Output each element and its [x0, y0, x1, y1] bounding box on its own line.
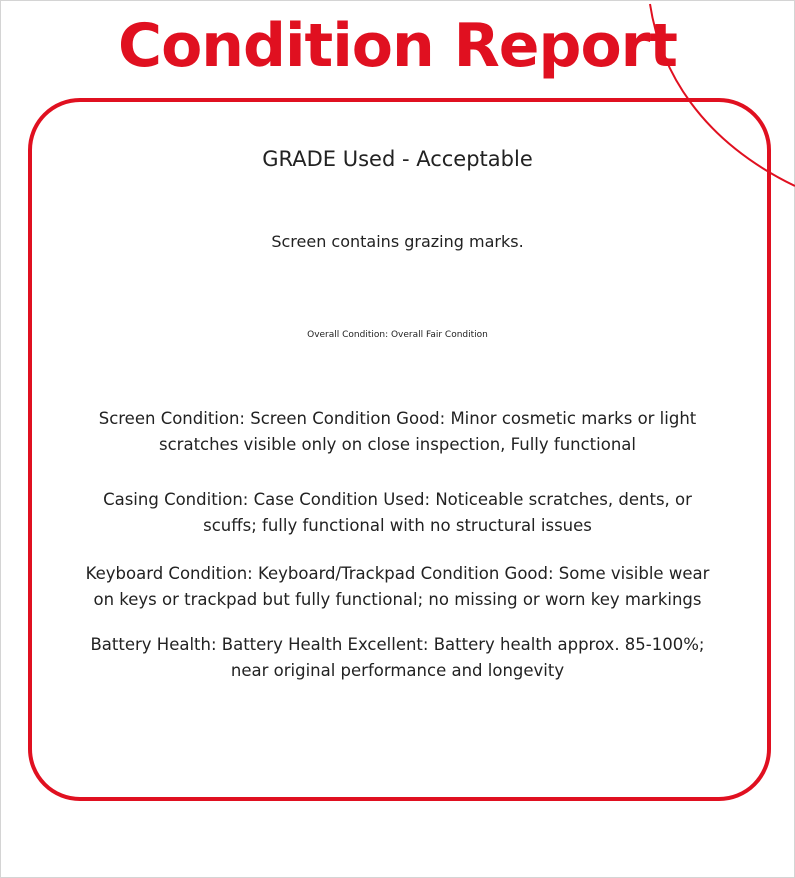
casing-condition-line-2: scuffs; fully functional with no structural issues: [203, 516, 592, 535]
screen-condition-line-1: Screen Condition: Screen Condition Good: Minor cosmetic marks or light: [98, 409, 697, 428]
keyboard-condition-line-1: Keyboard Condition: Keyboard/Trackpad Condition Good: Some visible wear: [85, 564, 710, 583]
casing-condition: [40, 487, 755, 539]
page-title: Condition Report: [118, 11, 677, 81]
overall-condition: Overall Condition: Overall Fair Condition: [307, 330, 488, 340]
battery-health: [40, 632, 755, 684]
screen-condition: [40, 406, 755, 458]
grade-label: GRADE Used - Acceptable: [262, 147, 533, 171]
keyboard-condition: [40, 561, 755, 613]
keyboard-condition-line-2: on keys or trackpad but fully functional; no missing or worn key markings: [93, 590, 702, 609]
battery-health-line-2: near original performance and longevity: [230, 661, 565, 680]
screen-note: Screen contains grazing marks.: [271, 232, 524, 251]
screen-condition-line-2: scratches visible only on close inspection, Fully functional: [159, 435, 636, 454]
casing-condition-line-1: Casing Condition: Case Condition Used: Noticeable scratches, dents, or: [103, 490, 692, 509]
battery-health-line-1: Battery Health: Battery Health Excellent: Battery health approx. 85-100%;: [90, 635, 705, 654]
